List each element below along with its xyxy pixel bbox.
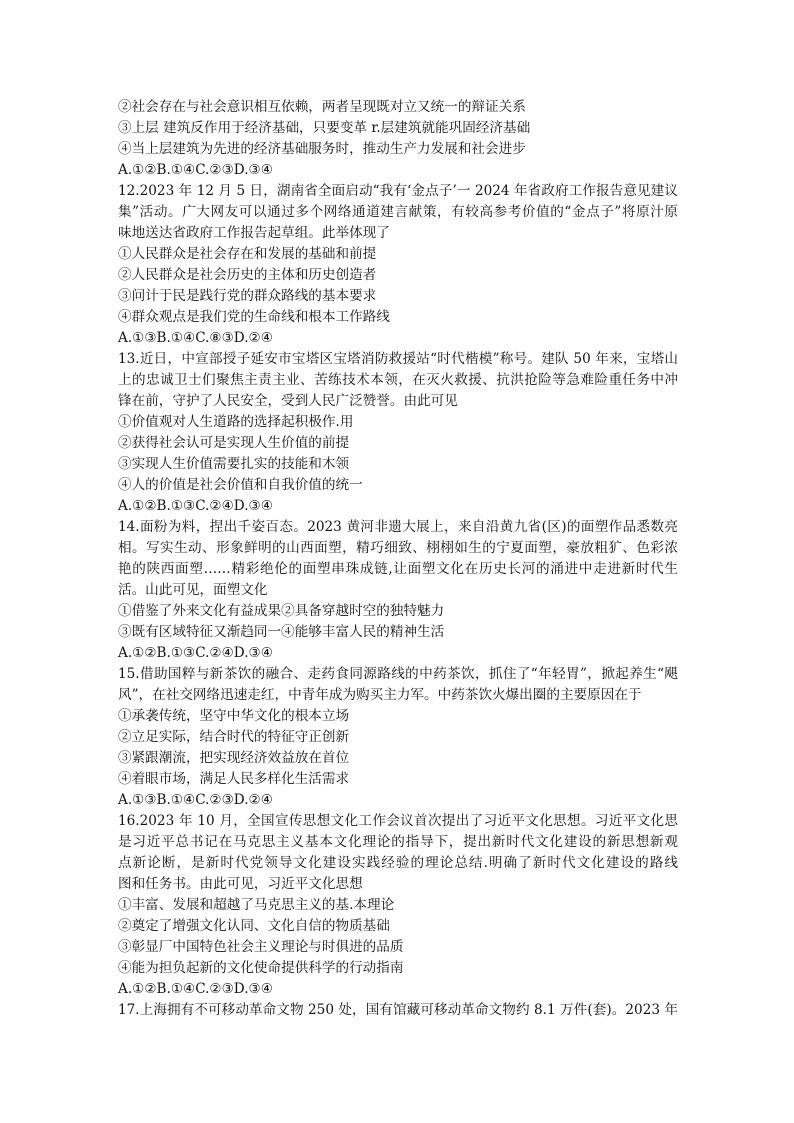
- option-line: ②奠定了增强文化认同、文化自信的物质基础: [118, 918, 390, 934]
- answer-choices: A.①②B.①③C.②④D.③④: [118, 645, 273, 661]
- option-line: ③彰显厂中国特色社会主义理论与时俱进的品质: [118, 939, 404, 955]
- question-13-text: 锋在前，守护了人民安全，受到人民广泛赞誉。由此可见: [118, 393, 458, 409]
- question-14-text: 相。写实生动、形象鲜明的山西面塑，精巧细致、栩栩如生的宁夏面塑，豪放粗犷、色彩浓: [118, 540, 678, 556]
- option-line: ①价值观对人生道路的选择起积极作.用: [118, 414, 354, 430]
- question-16-text: 16.2023 年 10 月，全国宣传思想文化工作会议首次提出了习近平文化思想。习近平文化思: [118, 813, 678, 829]
- question-13-text: 13.近日，中宣部授子延安市宝塔区宝塔消防救援站“时代楷模”称号。建队 50 年来，宝塔山: [118, 351, 678, 367]
- option-line: ④群众观点是我们党的生命线和根本工作路线: [118, 309, 390, 325]
- text-line: ④当上层建筑为先进的经济基础服务时，推动生产力发展和社会进步: [118, 141, 526, 157]
- option-line: ②获得社会认可是实现人生价值的前提: [118, 435, 350, 451]
- option-line: ①借鉴了外来文化有益成果②具备穿越时空的独特魅力: [118, 603, 445, 619]
- question-12-text: 味地送达省政府工作报告起草组。此举体现了: [118, 225, 390, 241]
- option-line: ③问计于民是践行党的群众路线的基本要求: [118, 288, 377, 304]
- question-14-text: 艳的陕西面塑……精彩绝伦的面塑串珠成链,让面塑文化在历史长河的涌进中走进新时代生: [118, 561, 678, 577]
- option-line: ③实现人生价值需要扎实的技能和木领: [118, 456, 350, 472]
- option-line: ②立足实际，结合时代的特征守正创新: [118, 729, 350, 745]
- option-line: ①承袭传统，坚守中华文化的根本立场: [118, 708, 350, 724]
- answer-choices: A.①②B.①③C.②④D.③④: [118, 498, 273, 514]
- text-line: ②社会存在与社会意识相互依赖，两者呈现既对立又统一的辩证关系: [118, 99, 526, 115]
- option-line: ③既有区域特征又渐趋同一④能够丰富人民的精神生活: [118, 624, 445, 640]
- option-line: ④人的价值是社会价值和自我价值的统一: [118, 477, 363, 493]
- question-14-text: 活。山此可见，面塑文化: [118, 582, 268, 598]
- answer-choices: A.①③B.①④C.⑧③D.②④: [118, 330, 273, 346]
- question-16-text: 图和任务书。由此可见，习近平文化思想: [118, 876, 363, 892]
- question-15-text: 风”，在社交网络迅速走红，中青年成为购买主力军。中药茶饮火爆出圈的主要原因在于: [118, 687, 642, 703]
- question-15-text: 15.借助国粹与新茶饮的融合、走药食同源路线的中药茶饮，抓住了“年轻胃”，掀起养生“飓: [118, 666, 678, 682]
- option-line: ①丰富、发展和超越了马克思主义的基.本理论: [118, 897, 395, 913]
- document-page: [118, 97, 678, 1021]
- answer-choices: A.①③B.①④C.②③D.②④: [118, 792, 273, 808]
- answer-choices: A.①②B.①④C.②③D.③④: [118, 162, 273, 178]
- question-16-text: 点新论断，是新时代党领导文化建设实践经验的理论总结.明确了新时代文化建设的路线: [118, 855, 678, 871]
- text-line: ③上层 建筑反作用于经济基础，只要变革 r.层建筑就能巩固经济基础: [118, 120, 531, 136]
- option-line: ④着眼市场，满足人民多样化生活需求: [118, 771, 350, 787]
- question-17-text: 17.上海拥有不可移动革命文物 250 处，国有馆藏可移动革命文物约 8.1 万件(套)。2023 年: [118, 1002, 678, 1018]
- question-13-text: 上的忠诚卫士们聚焦主责主业、苦练技术本领，在灭火救援、抗洪抢险等急难险重任务中冲: [118, 372, 678, 388]
- question-12-text: 12.2023 年 12 月 5 日，湖南省全面启动“我有‘金点子’一 2024 年省政府工作报告意见建议: [118, 183, 678, 199]
- answer-choices: A.①②B.①④C.②③D.③④: [118, 981, 273, 997]
- question-12-text: 集”活动。广大网友可以通过多个网络通道建言献策，有较高参考价值的“金点子”将原汁原: [118, 204, 678, 220]
- option-line: ②人民群众是社会历史的主体和历史创造者: [118, 267, 377, 283]
- option-line: ①人民群众是社会存在和发展的基础和前提: [118, 246, 377, 262]
- option-line: ④能为担负起新的文化使命提供科学的行动指南: [118, 960, 404, 976]
- question-16-text: 是习近平总书记在马克思主义基本文化理论的指导下，提出新时代文化建设的新思想新观: [118, 834, 678, 850]
- question-14-text: 14.面粉为料，捏出千姿百态。2023 黄河非遗大展上，来自沿黄九省(区)的面塑作品悉数亮: [118, 519, 678, 535]
- option-line: ③紧跟潮流，把实现经济效益放在首位: [118, 750, 350, 766]
